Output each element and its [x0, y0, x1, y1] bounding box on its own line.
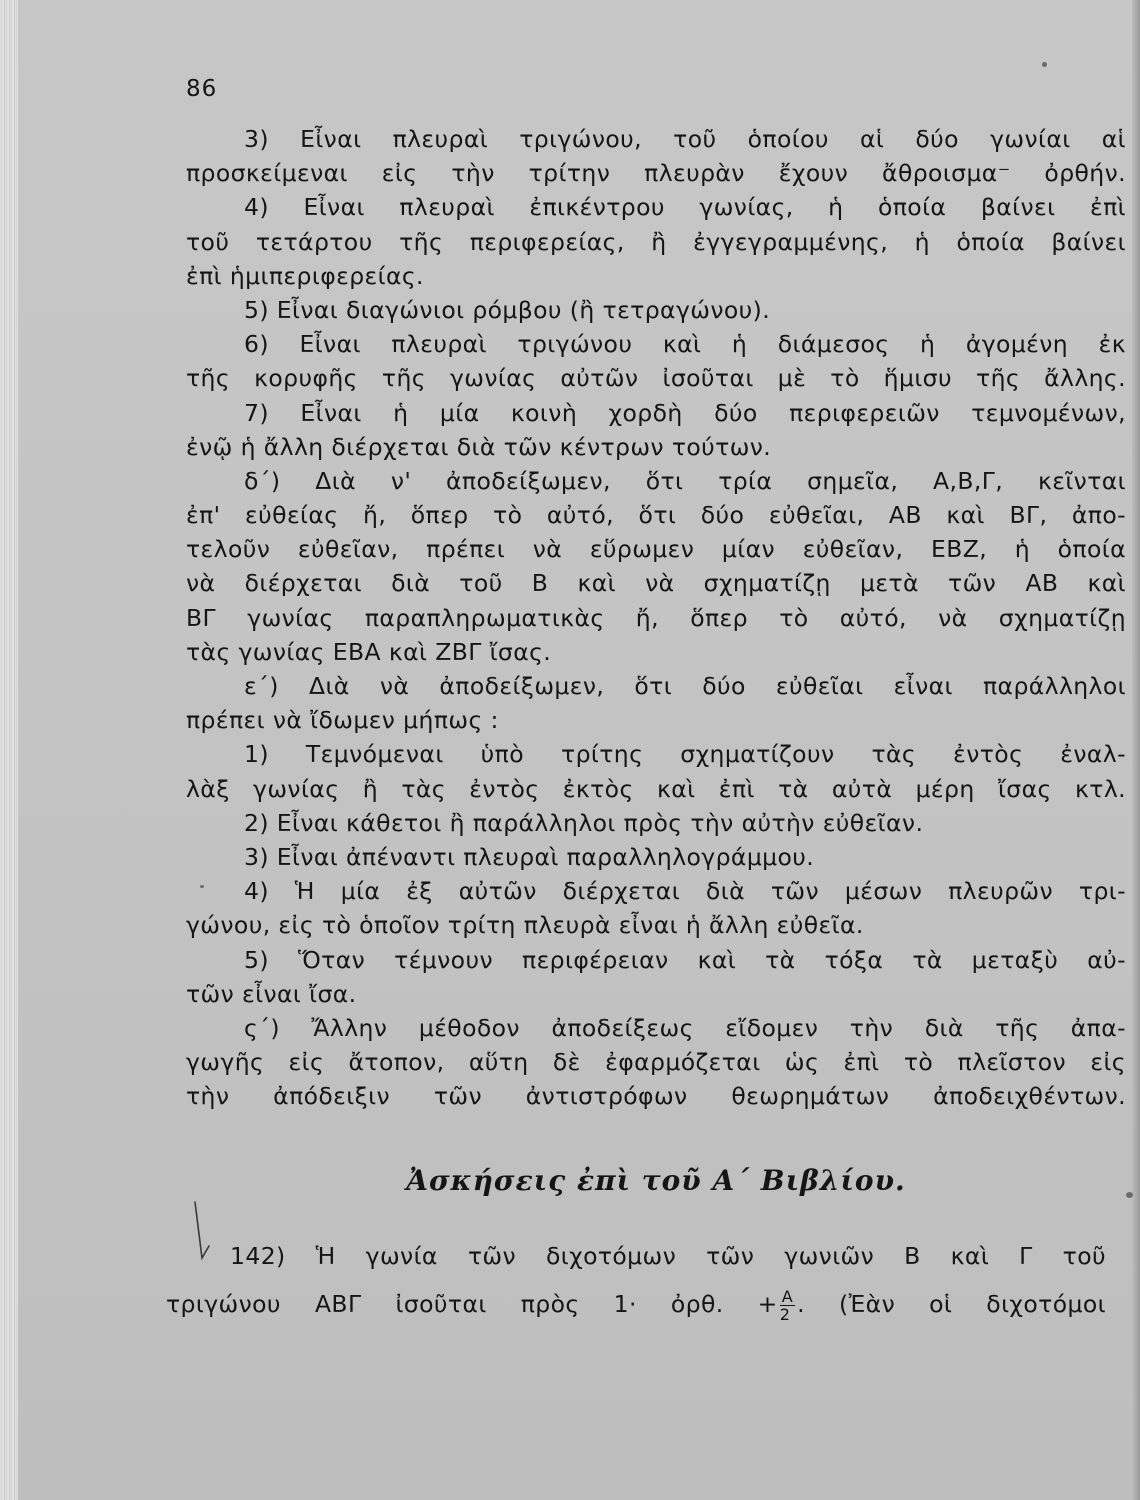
text-line: γωγῆς εἰς ἄτοπον, αὕτη δὲ ἐφαρμόζεται ὡς ἐπὶ τὸ πλεῖστον εἰς [186, 1048, 1126, 1077]
text-line: τῶν εἶναι ἴσα. [186, 979, 357, 1008]
text-line: 6) Εἶναι πλευραὶ τριγώνου καὶ ἡ διάμεσος ἡ ἀγομένη ἐκ [244, 330, 1126, 359]
text-line: ε΄) Διὰ νὰ ἀποδείξωμεν, ὅτι δύο εὐθεῖαι εἶναι παράλληλοι [244, 672, 1126, 700]
text-line: τοῦ τετάρτου τῆς περιφερείας, ἢ ἐγγεγραμμένης, ἡ ὁποία βαίνει [186, 227, 1126, 256]
text-line: τῆς κορυφῆς τῆς γωνίας αὐτῶν ἰσοῦται μὲ τὸ ἥμισυ τῆς ἄλλης. [186, 364, 1126, 393]
text-line: τελοῦν εὐθεῖαν, πρέπει νὰ εὕρωμεν μίαν εὐθεῖαν, ΕΒΖ, ἡ ὁποία [186, 535, 1126, 564]
text-line: γώνου, εἰς τὸ ὁποῖον τρίτη πλευρὰ εἶναι ἡ ἄλλη εὐθεῖα. [186, 911, 864, 940]
text-line: 3) Εἶναι πλευραὶ τριγώνου, τοῦ ὁποίου αἱ δύο γωνίαι αἱ [244, 125, 1126, 153]
text-line: προσκείμεναι εἰς τὴν τρίτην πλευρὰν ἔχουν ἄθροισμα⁻ ὀρθήν. [186, 159, 1126, 188]
text-line: δ΄) Διὰ ν' ἀποδείξωμεν, ὅτι τρία σημεῖα, Α,Β,Γ, κεῖνται [244, 466, 1126, 495]
text-line: ἐπ' εὐθείας ἤ, ὅπερ τὸ αὐτό, ὅτι δύο εὐθεῖαι, ΑΒ καὶ ΒΓ, ἀπο- [186, 501, 1126, 530]
fraction [780, 1288, 795, 1323]
text-line: τὴν ἀπόδειξιν τῶν ἀντιστρόφων θεωρημάτων ἀποδειχθέντων. [186, 1082, 1126, 1111]
body-text [186, 122, 1126, 1113]
text-line: ἐπὶ ἡμιπεριφερείας. [186, 261, 424, 290]
text-line: 5) Ὅταν τέμνουν περιφέρειαν καὶ τὰ τόξα τὰ μεταξὺ αὐ- [244, 945, 1126, 974]
print-speck [1126, 1192, 1133, 1198]
text-line: 3) Εἶναι ἀπέναντι πλευραὶ παραλληλογράμμου. [244, 842, 815, 871]
text-line: 4) Ἡ μία ἐξ αὐτῶν διέρχεται διὰ τῶν μέσων πλευρῶν τρι- [244, 877, 1126, 906]
page-number: 86 [186, 76, 218, 102]
exercise-line [166, 1280, 1106, 1328]
print-speck [200, 885, 204, 888]
text-line: νὰ διέρχεται διὰ τοῦ Β καὶ νὰ σχηματίζῃ μετὰ τῶν ΑΒ καὶ [186, 569, 1126, 598]
text-line: 5) Εἶναι διαγώνιοι ρόμβου (ἢ τετραγώνου). [244, 295, 771, 324]
exercise-text: τριγώνου ΑΒΓ ἰσοῦται πρὸς 1· ὀρθ. + [166, 1290, 778, 1318]
text-line: 7) Εἶναι ἡ μία κοινὴ χορδὴ δύο περιφερειῶν τεμνομένων, [244, 398, 1126, 427]
text-line: ΒΓ γωνίας παραπληρωματικὰς ἤ, ὅπερ τὸ αὐτό, νὰ σχηματίζῃ [186, 603, 1126, 632]
text-line: 4) Εἶναι πλευραὶ ἐπικέντρου γωνίας, ἡ ὁποία βαίνει ἐπὶ [244, 193, 1126, 222]
text-line: λὰξ γωνίας ἢ τὰς ἐντὸς ἐκτὸς καὶ ἐπὶ τὰ αὐτὰ μέρη ἴσας κτλ. [186, 774, 1126, 803]
fraction-numerator: Α [781, 1287, 794, 1306]
exercise-text: . (Ἐὰν οἱ διχοτόμοι [797, 1290, 1106, 1318]
exercise-line: 142) Ἡ γωνία τῶν διχοτόμων τῶν γωνιῶν Β καὶ Γ τοῦ [230, 1242, 1106, 1270]
exercise-142 [166, 1232, 1106, 1328]
text-line: τὰς γωνίας ΕΒΑ καὶ ΖΒΓ ἴσας. [186, 637, 552, 666]
text-line: ς΄) Ἄλλην μέθοδον ἀποδείξεως εἴδομεν τὴν διὰ τῆς ἀπα- [244, 1013, 1126, 1042]
print-speck [1042, 62, 1047, 67]
text-line: ἐνῷ ἡ ἄλλη διέρχεται διὰ τῶν κέντρων τούτων. [186, 432, 772, 461]
text-line: 1) Τεμνόμεναι ὑπὸ τρίτης σχηματίζουν τὰς ἐντὸς ἐναλ- [244, 740, 1126, 769]
text-line: πρέπει νὰ ἴδωμεν μήπως : [186, 706, 499, 735]
section-heading: Ἀσκήσεις ἐπὶ τοῦ Α΄ Βιβλίου. [406, 1164, 906, 1197]
text-line: 2) Εἶναι κάθετοι ἢ παράλληλοι πρὸς τὴν αὐτὴν εὐθεῖαν. [244, 808, 924, 837]
fraction-denominator: 2 [779, 1305, 791, 1324]
page-shadow-edge [1132, 0, 1140, 1500]
page-stack-edge [0, 0, 18, 1500]
